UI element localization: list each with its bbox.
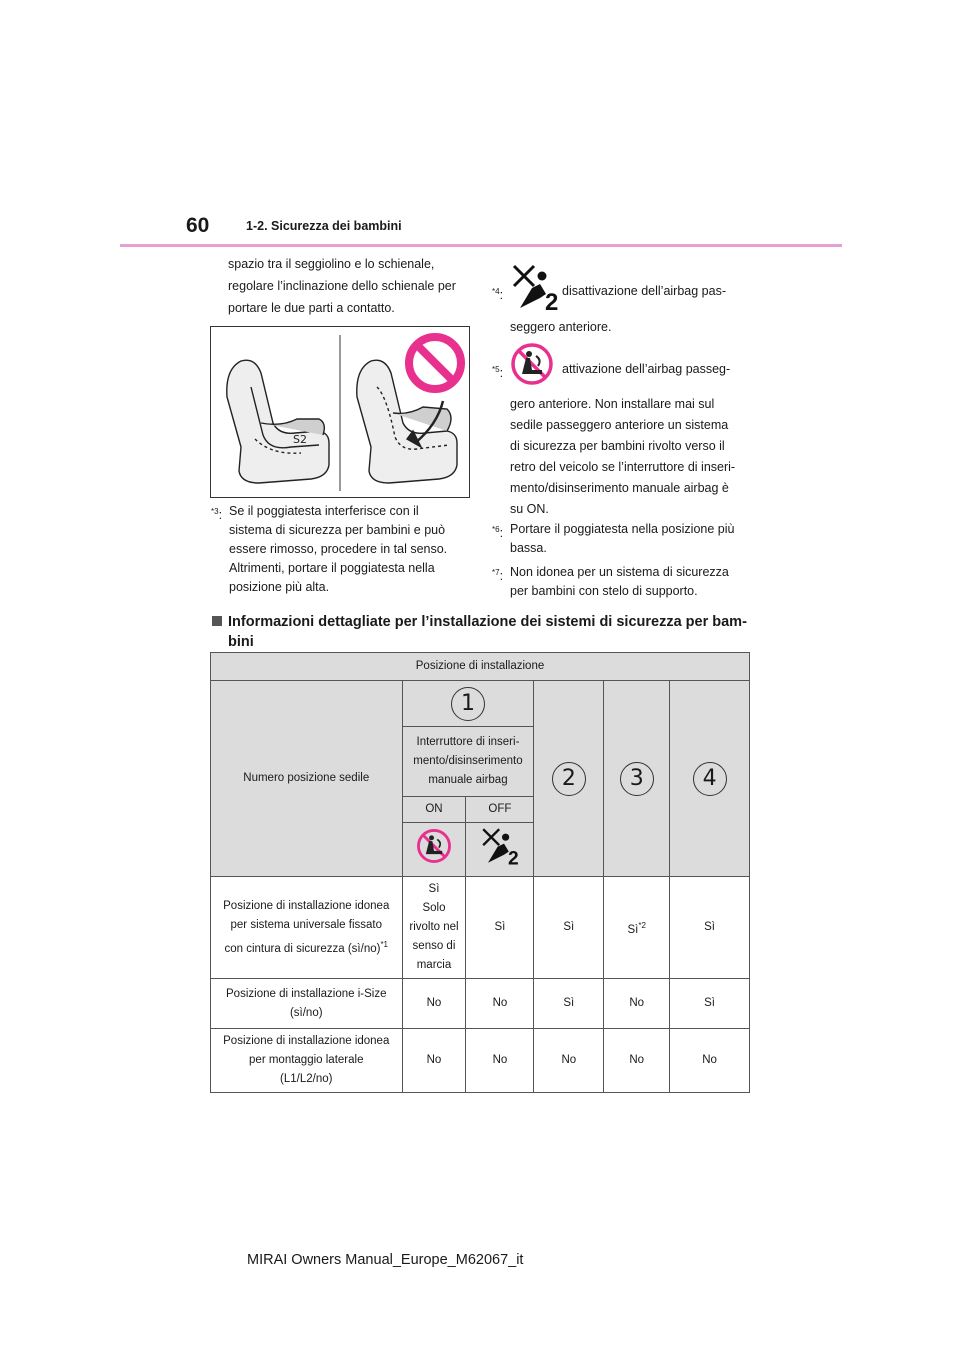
seat-number-label: Numero posizione sedile [211,681,403,877]
section-heading: Informazioni dettagliate per l’installazione dei sistemi di sicurezza per bam- bini [228,612,748,652]
seat-2-cell [534,681,604,877]
airbag-off-icon [510,262,560,312]
cell-seat-4: Sì [670,877,750,979]
cell-seat-2: Sì [534,877,604,979]
seat-number-2: 2 [552,762,586,796]
note-3-mark: $^{*3}$: [211,507,223,523]
prohibited-icon [409,337,461,389]
note-5: $^{*5}$: attivazione dell’airbag passeg- gero anteriore. Non installare mai sul sedile passeggero anteriore un sistema di sicurezza per bambini rivolto verso il retro del veicolo se l’interruttore di inseri- mento/disinserimento manuale airbag è su ON. [492,342,762,520]
installation-table [210,652,750,1093]
cell-seat-2: No [534,1029,604,1093]
row-label: Posizione di installazione idonea per montaggio laterale (L1/L2/no) [211,1029,403,1093]
cell-seat-3: $Sì^{*2}$ [604,877,670,979]
table-row [211,979,750,1029]
airbag-off-icon [480,826,520,866]
svg-text:2: 2 [545,289,559,312]
cell-seat-3: No [604,1029,670,1093]
cell-seat-2: Sì [534,979,604,1029]
note-6: $^{*6}$: Portare il poggiatesta nella posizione più bassa. [492,522,735,555]
svg-text:S2: S2 [293,433,307,446]
airbag-on-cell [402,823,466,877]
row-label: Posizione di installazione i-Size (sì/no) [211,979,403,1029]
seat-number-1: 1 [451,687,485,721]
switch-on-label: ON [402,797,466,823]
cell-seat-3: No [604,979,670,1029]
airbag-off-cell [466,823,534,877]
switch-off-label: OFF [466,797,534,823]
car-seat-icon [227,360,329,483]
cell-off: No [466,1029,534,1093]
seat-4-cell [670,681,750,877]
footer-text: MIRAI Owners Manual_Europe_M62067_it [247,1252,524,1268]
seat-illustration [210,326,470,498]
cell-off: No [466,979,534,1029]
seat-3-cell [604,681,670,877]
airbag-switch-label: Interruttore di inseri- mento/disinserimento manuale airbag [402,727,534,797]
car-seat-icon [357,360,457,483]
seat-number-3: 3 [620,762,654,796]
table-row [211,877,750,979]
table-top-header: Posizione di installazione [211,653,750,681]
airbag-on-icon [510,342,554,386]
header-divider [120,244,842,247]
cell-seat-4: No [670,1029,750,1093]
seat-1-cell [402,681,534,727]
heading-bullet [212,616,222,626]
cell-off: Sì [466,877,534,979]
airbag-on-icon [416,828,452,864]
cell-seat-4: Sì [670,979,750,1029]
table-row [211,1029,750,1093]
note-7: $^{*7}$: Non idonea per un sistema di sicurezza per bambini con stelo di supporto. [492,565,729,598]
note-4: $^{*4}$: 2 disattivazione dell’airbag pas- seggero anteriore. [492,262,762,337]
note-3: $^{*3}$: Se il poggiatesta interferisce con il sistema di sicurezza per bambini e può essere rimosso, procedere in tal senso. Altrimenti, portare il poggiatesta nella posizione più alta. [211,504,448,594]
cell-on: Sì Solo rivolto nel senso di marcia [402,877,466,979]
cell-on: No [402,979,466,1029]
page-number: 60 [186,214,210,237]
svg-text:2: 2 [507,848,519,866]
intro-text: spazio tra il seggiolino e lo schienale, regolare l’inclinazione dello schienale per portare le due parti a contatto. [228,257,456,315]
cell-on: No [402,1029,466,1093]
seat-number-4: 4 [693,762,727,796]
section-title: 1-2. Sicurezza dei bambini [246,219,402,233]
row-label: Posizione di installazione idonea per sistema universale fissato con cintura di sicurezza (sì/no)$^{*1}$ [211,877,403,979]
